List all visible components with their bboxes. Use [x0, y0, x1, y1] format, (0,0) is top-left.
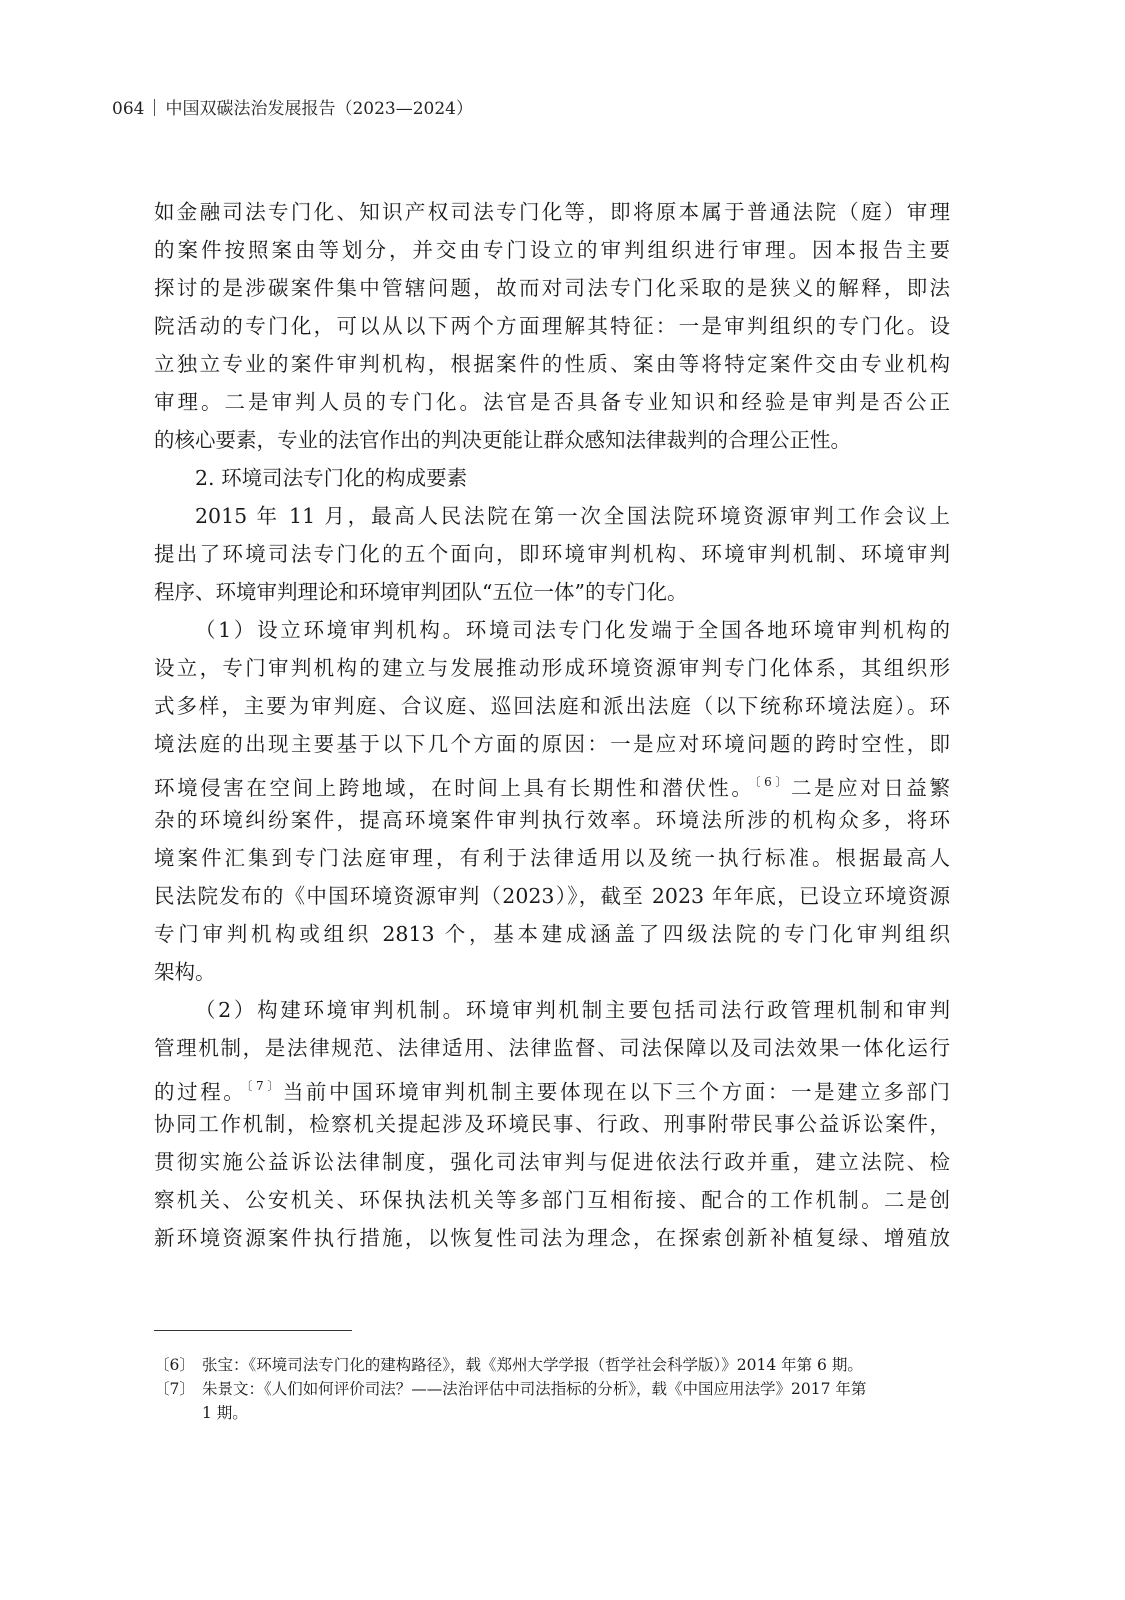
body-line: 杂的环境纠纷案件，提高环境案件审判执行效率。环境法所涉的机构众多，将环: [154, 808, 950, 832]
footnote-ref-7[interactable]: 〔7〕: [246, 1079, 283, 1093]
footnote-mark: 〔6〕: [154, 1356, 195, 1374]
body-line: 如金融司法专门化、知识产权司法专门化等，即将原本属于普通法院（庭）审理: [154, 200, 950, 224]
body-line-text: 二是应对日益繁: [790, 776, 951, 800]
body-line: 审理。二是审判人员的专门化。法官是否具备专业知识和经验是审判是否公正: [154, 390, 950, 414]
body-line-text: 当前中国环境审判机制主要体现在以下三个方面：一是建立多部门: [282, 1080, 951, 1104]
body-line: [154, 763, 950, 801]
body-line: 架构。: [154, 960, 216, 984]
footnote-continuation: 1 期。: [202, 1404, 248, 1422]
body-line: （1）设立环境审判机构。环境司法专门化发端于全国各地环境审判机构的: [195, 618, 950, 642]
body-line-text: 环境侵害在空间上跨地域，在时间上具有长期性和潜伏性。: [154, 776, 755, 800]
header-divider: [154, 99, 155, 116]
body-line: 设立，专门审判机构的建立与发展推动形成环境资源审判专门化体系，其组织形: [154, 656, 950, 680]
body-line: 境法庭的出现主要基于以下几个方面的原因：一是应对环境问题的跨时空性，即: [154, 732, 950, 756]
footnote-text: 张宝：《环境司法专门化的建构路径》，载《郑州大学学报（哲学社会科学版）》2014 年第 6 期。: [202, 1356, 863, 1374]
footnotes: [154, 1353, 950, 1425]
body-text: [154, 193, 950, 1257]
book-title: 中国双碳法治发展报告（2023—2024）: [165, 99, 473, 119]
body-line: 协同工作机制，检察机关提起涉及环境民事、行政、刑事附带民事公益诉讼案件，: [154, 1112, 950, 1136]
footnote-ref-6[interactable]: 〔6〕: [754, 775, 791, 789]
footnote-divider: [154, 1330, 352, 1331]
body-line: 提出了环境司法专门化的五个面向，即环境审判机构、环境审判机制、环境审判: [154, 542, 950, 566]
body-line: 新环境资源案件执行措施，以恢复性司法为理念，在探索创新补植复绿、增殖放: [154, 1226, 950, 1250]
footnote-mark: 〔7〕: [154, 1380, 195, 1398]
body-line: 专门审判机构或组织 2813 个，基本建成涵盖了四级法院的专门化审判组织: [154, 922, 950, 946]
body-line: 贯彻实施公益诉讼法律制度，强化司法审判与促进依法行政并重，建立法院、检: [154, 1150, 950, 1174]
body-line: 民法院发布的《中国环境资源审判（2023）》，截至 2023 年年底，已设立环境资源: [154, 884, 950, 908]
body-line: [154, 1067, 950, 1105]
footnote-text: 朱景文：《人们如何评价司法？——法治评估中司法指标的分析》，载《中国应用法学》2017 年第: [202, 1380, 867, 1398]
body-line: 式多样，主要为审判庭、合议庭、巡回法庭和派出法庭（以下统称环境法庭）。环: [154, 694, 950, 718]
section-heading: 2. 环境司法专门化的构成要素: [195, 466, 468, 490]
body-line: 探讨的是涉碳案件集中管辖问题，故而对司法专门化采取的是狭义的解释，即法: [154, 276, 950, 300]
body-line: （2）构建环境审判机制。环境审判机制主要包括司法行政管理机制和审判: [195, 998, 950, 1022]
running-header: [112, 96, 473, 122]
body-line: 管理机制，是法律规范、法律适用、法律监督、司法保障以及司法效果一体化运行: [154, 1036, 950, 1060]
body-line: 察机关、公安机关、环保执法机关等多部门互相衔接、配合的工作机制。二是创: [154, 1188, 950, 1212]
page-number: 064: [112, 99, 145, 119]
body-line: 2015 年 11 月，最高人民法院在第一次全国法院环境资源审判工作会议上: [195, 504, 950, 528]
body-line: 程序、环境审判理论和环境审判团队“五位一体”的专门化。: [154, 580, 688, 604]
body-line: 院活动的专门化，可以从以下两个方面理解其特征：一是审判组织的专门化。设: [154, 314, 950, 338]
body-line: 的案件按照案由等划分，并交由专门设立的审判组织进行审理。因本报告主要: [154, 238, 950, 262]
body-line-text: 的过程。: [154, 1080, 247, 1104]
footnote-7: [154, 1377, 950, 1401]
footnote-6: [154, 1353, 950, 1377]
body-line: 立独立专业的案件审判机构，根据案件的性质、案由等将特定案件交由专业机构: [154, 352, 950, 376]
body-line: 的核心要素，专业的法官作出的判决更能让群众感知法律裁判的合理公正性。: [154, 428, 851, 452]
body-line: 境案件汇集到专门法庭审理，有利于法律适用以及统一执行标准。根据最高人: [154, 846, 950, 870]
